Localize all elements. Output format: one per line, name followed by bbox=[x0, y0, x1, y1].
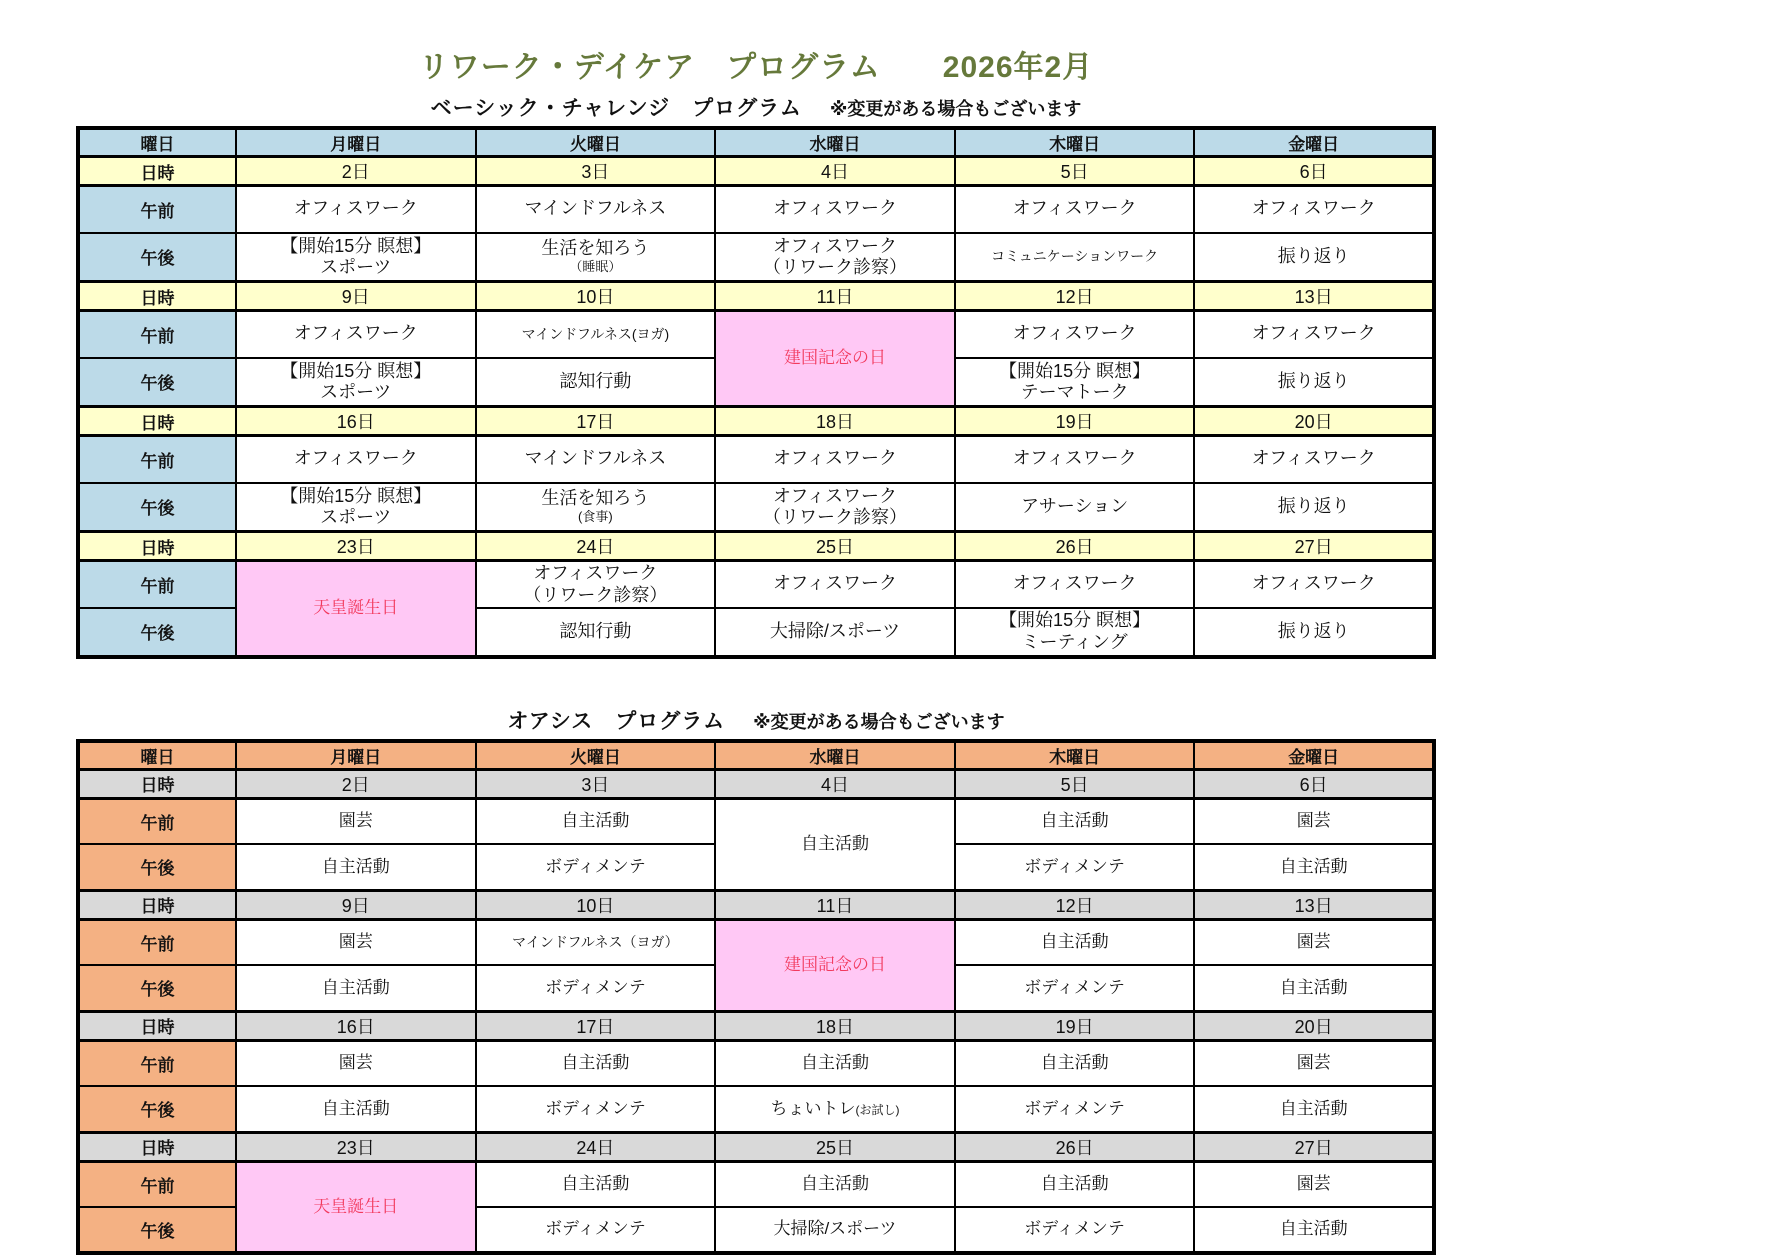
schedule-cell: 園芸 bbox=[236, 1040, 476, 1086]
schedule-cell: オフィスワーク bbox=[715, 436, 955, 483]
date-cell: 11日 bbox=[715, 890, 955, 919]
schedule-cell: 振り返り bbox=[1194, 358, 1434, 407]
date-cell: 26日 bbox=[955, 532, 1195, 561]
row-label: 午後 bbox=[78, 1086, 236, 1132]
day-header-cell: 曜日 bbox=[78, 128, 236, 157]
date-cell: 9日 bbox=[236, 282, 476, 311]
oasis-program-table bbox=[76, 739, 1436, 1255]
am-row bbox=[78, 561, 1434, 608]
day-header-row bbox=[78, 741, 1434, 770]
date-cell: 18日 bbox=[715, 407, 955, 436]
schedule-cell: ボディメンテ bbox=[476, 1207, 716, 1253]
date-cell: 9日 bbox=[236, 890, 476, 919]
row-label: 日時 bbox=[78, 1011, 236, 1040]
row-label: 午後 bbox=[78, 233, 236, 282]
am-row bbox=[78, 436, 1434, 483]
schedule-cell: 大掃除/スポーツ bbox=[715, 1207, 955, 1253]
date-cell: 16日 bbox=[236, 407, 476, 436]
row-label: 日時 bbox=[78, 157, 236, 186]
schedule-cell: ボディメンテ bbox=[955, 1086, 1195, 1132]
am-row bbox=[78, 1161, 1434, 1207]
date-cell: 20日 bbox=[1194, 407, 1434, 436]
date-cell: 13日 bbox=[1194, 282, 1434, 311]
date-cell: 5日 bbox=[955, 769, 1195, 798]
schedule-cell: 【開始15分 瞑想】 ミーティング bbox=[955, 608, 1195, 657]
pm-row bbox=[78, 483, 1434, 532]
row-label: 午後 bbox=[78, 358, 236, 407]
date-cell: 12日 bbox=[955, 890, 1195, 919]
schedule-cell: 自主活動 bbox=[236, 844, 476, 890]
schedule-cell: 自主活動 bbox=[476, 1161, 716, 1207]
schedule-cell: 自主活動 bbox=[476, 798, 716, 844]
date-cell: 25日 bbox=[715, 532, 955, 561]
schedule-cell: オフィスワーク bbox=[236, 311, 476, 358]
schedule-cell: オフィスワーク bbox=[715, 186, 955, 233]
day-header-cell: 水曜日 bbox=[715, 128, 955, 157]
schedule-cell: ボディメンテ bbox=[955, 965, 1195, 1011]
schedule-cell: 自主活動 bbox=[236, 1086, 476, 1132]
schedule-cell: 自主活動 bbox=[955, 919, 1195, 965]
schedule-cell: マインドフルネス bbox=[476, 436, 716, 483]
schedule-cell: 園芸 bbox=[1194, 1040, 1434, 1086]
schedule-cell: 【開始15分 瞑想】 スポーツ bbox=[236, 233, 476, 282]
schedule-cell: 園芸 bbox=[1194, 1161, 1434, 1207]
schedule-cell: 自主活動 bbox=[715, 1161, 955, 1207]
row-label: 日時 bbox=[78, 1132, 236, 1161]
date-cell: 2日 bbox=[236, 157, 476, 186]
day-header-cell: 水曜日 bbox=[715, 741, 955, 770]
schedule-cell: 園芸 bbox=[236, 919, 476, 965]
schedule-cell: 振り返り bbox=[1194, 608, 1434, 657]
schedule-cell: 自主活動 bbox=[236, 965, 476, 1011]
schedule-cell: オフィスワーク bbox=[955, 186, 1195, 233]
schedule-cell: オフィスワーク bbox=[1194, 561, 1434, 608]
row-label: 午後 bbox=[78, 1207, 236, 1253]
date-row bbox=[78, 1011, 1434, 1040]
date-row bbox=[78, 890, 1434, 919]
page bbox=[76, 0, 1436, 1255]
date-row bbox=[78, 1132, 1434, 1161]
schedule-cell: 振り返り bbox=[1194, 483, 1434, 532]
row-label: 午前 bbox=[78, 1161, 236, 1207]
holiday-cell: 天皇誕生日 bbox=[236, 1161, 476, 1253]
schedule-cell: 自主活動 bbox=[955, 1040, 1195, 1086]
schedule-cell: 自主活動 bbox=[1194, 1207, 1434, 1253]
date-cell: 16日 bbox=[236, 1011, 476, 1040]
am-row bbox=[78, 919, 1434, 965]
row-label: 午後 bbox=[78, 608, 236, 657]
page-title: リワーク・デイケア プログラム 2026年2月 bbox=[76, 42, 1436, 86]
row-label: 午前 bbox=[78, 798, 236, 844]
date-cell: 10日 bbox=[476, 890, 716, 919]
date-row bbox=[78, 407, 1434, 436]
schedule-cell: 自主活動 bbox=[1194, 844, 1434, 890]
day-header-cell: 火曜日 bbox=[476, 128, 716, 157]
schedule-cell: 生活を知ろう （睡眠） bbox=[476, 233, 716, 282]
row-label: 日時 bbox=[78, 282, 236, 311]
schedule-cell: ボディメンテ bbox=[476, 1086, 716, 1132]
am-row bbox=[78, 798, 1434, 844]
row-label: 午後 bbox=[78, 844, 236, 890]
schedule-cell: オフィスワーク （リワーク診察） bbox=[715, 483, 955, 532]
pm-row bbox=[78, 233, 1434, 282]
date-cell: 13日 bbox=[1194, 890, 1434, 919]
am-row bbox=[78, 311, 1434, 358]
day-header-cell: 金曜日 bbox=[1194, 741, 1434, 770]
schedule-cell: 自主活動 bbox=[955, 798, 1195, 844]
oasis-program-heading bbox=[76, 705, 1436, 735]
date-cell: 27日 bbox=[1194, 532, 1434, 561]
day-header-cell: 月曜日 bbox=[236, 741, 476, 770]
date-cell: 24日 bbox=[476, 1132, 716, 1161]
date-cell: 18日 bbox=[715, 1011, 955, 1040]
date-cell: 20日 bbox=[1194, 1011, 1434, 1040]
date-cell: 12日 bbox=[955, 282, 1195, 311]
row-label: 午前 bbox=[78, 561, 236, 608]
schedule-cell: 自主活動 bbox=[1194, 965, 1434, 1011]
schedule-cell: 園芸 bbox=[1194, 919, 1434, 965]
row-label: 午前 bbox=[78, 311, 236, 358]
row-label: 午前 bbox=[78, 919, 236, 965]
date-cell: 19日 bbox=[955, 407, 1195, 436]
schedule-cell: 認知行動 bbox=[476, 358, 716, 407]
date-cell: 11日 bbox=[715, 282, 955, 311]
date-cell: 26日 bbox=[955, 1132, 1195, 1161]
schedule-cell: オフィスワーク （リワーク診察） bbox=[476, 561, 716, 608]
spacer bbox=[76, 659, 1436, 705]
date-cell: 6日 bbox=[1194, 769, 1434, 798]
schedule-cell: オフィスワーク bbox=[236, 186, 476, 233]
date-cell: 27日 bbox=[1194, 1132, 1434, 1161]
schedule-cell: ボディメンテ bbox=[476, 844, 716, 890]
schedule-cell: オフィスワーク bbox=[236, 436, 476, 483]
day-header-cell: 月曜日 bbox=[236, 128, 476, 157]
schedule-cell: ちょいトレ(お試し) bbox=[715, 1086, 955, 1132]
schedule-cell: オフィスワーク bbox=[1194, 186, 1434, 233]
pm-row bbox=[78, 1086, 1434, 1132]
table-heading: ベーシック・チャレンジ プログラム bbox=[431, 97, 802, 120]
date-cell: 23日 bbox=[236, 532, 476, 561]
schedule-cell: 【開始15分 瞑想】 スポーツ bbox=[236, 358, 476, 407]
schedule-cell: オフィスワーク bbox=[715, 561, 955, 608]
schedule-cell: ボディメンテ bbox=[955, 1207, 1195, 1253]
schedule-cell: 自主活動 bbox=[955, 1161, 1195, 1207]
row-label: 日時 bbox=[78, 769, 236, 798]
schedule-cell: 振り返り bbox=[1194, 233, 1434, 282]
am-row bbox=[78, 186, 1434, 233]
schedule-cell: オフィスワーク bbox=[1194, 311, 1434, 358]
date-cell: 2日 bbox=[236, 769, 476, 798]
row-label: 午前 bbox=[78, 1040, 236, 1086]
holiday-cell: 天皇誕生日 bbox=[236, 561, 476, 657]
table-note: ※変更がある場合もございます bbox=[830, 99, 1082, 119]
row-label: 午前 bbox=[78, 186, 236, 233]
schedule-cell: オフィスワーク bbox=[955, 311, 1195, 358]
row-label: 午後 bbox=[78, 483, 236, 532]
date-cell: 4日 bbox=[715, 157, 955, 186]
schedule-cell: 【開始15分 瞑想】 スポーツ bbox=[236, 483, 476, 532]
day-header-cell: 木曜日 bbox=[955, 741, 1195, 770]
date-cell: 4日 bbox=[715, 769, 955, 798]
date-cell: 19日 bbox=[955, 1011, 1195, 1040]
schedule-cell: オフィスワーク bbox=[955, 561, 1195, 608]
date-cell: 23日 bbox=[236, 1132, 476, 1161]
row-label: 午後 bbox=[78, 965, 236, 1011]
schedule-cell: マインドフルネス(ヨガ) bbox=[476, 311, 716, 358]
schedule-cell: 園芸 bbox=[1194, 798, 1434, 844]
schedule-cell: 自主活動 bbox=[1194, 1086, 1434, 1132]
schedule-cell: オフィスワーク （リワーク診察） bbox=[715, 233, 955, 282]
schedule-cell: 園芸 bbox=[236, 798, 476, 844]
date-row bbox=[78, 532, 1434, 561]
holiday-cell: 建国記念の日 bbox=[715, 311, 955, 407]
row-label: 日時 bbox=[78, 407, 236, 436]
basic-program-table bbox=[76, 126, 1436, 659]
schedule-cell: 自主活動 bbox=[715, 1040, 955, 1086]
schedule-cell: 自主活動 bbox=[476, 1040, 716, 1086]
row-label: 午前 bbox=[78, 436, 236, 483]
date-cell: 25日 bbox=[715, 1132, 955, 1161]
schedule-cell: オフィスワーク bbox=[955, 436, 1195, 483]
table-note: ※変更がある場合もございます bbox=[753, 712, 1005, 732]
schedule-cell: オフィスワーク bbox=[1194, 436, 1434, 483]
am-row bbox=[78, 1040, 1434, 1086]
schedule-cell: 自主活動 bbox=[715, 798, 955, 890]
schedule-cell: 生活を知ろう (食事) bbox=[476, 483, 716, 532]
schedule-cell: コミュニケーションワーク bbox=[955, 233, 1195, 282]
day-header-cell: 火曜日 bbox=[476, 741, 716, 770]
date-cell: 10日 bbox=[476, 282, 716, 311]
date-cell: 17日 bbox=[476, 1011, 716, 1040]
schedule-cell: 大掃除/スポーツ bbox=[715, 608, 955, 657]
schedule-cell: マインドフルネス bbox=[476, 186, 716, 233]
day-header-cell: 木曜日 bbox=[955, 128, 1195, 157]
row-label: 日時 bbox=[78, 532, 236, 561]
day-header-cell: 曜日 bbox=[78, 741, 236, 770]
date-cell: 3日 bbox=[476, 769, 716, 798]
date-row bbox=[78, 282, 1434, 311]
schedule-cell: ボディメンテ bbox=[955, 844, 1195, 890]
schedule-cell: アサーション bbox=[955, 483, 1195, 532]
schedule-cell: 【開始15分 瞑想】 テーマトーク bbox=[955, 358, 1195, 407]
date-row bbox=[78, 157, 1434, 186]
schedule-cell: 認知行動 bbox=[476, 608, 716, 657]
row-label: 日時 bbox=[78, 890, 236, 919]
day-header-cell: 金曜日 bbox=[1194, 128, 1434, 157]
holiday-cell: 建国記念の日 bbox=[715, 919, 955, 1011]
date-cell: 17日 bbox=[476, 407, 716, 436]
schedule-cell: マインドフルネス（ヨガ） bbox=[476, 919, 716, 965]
date-cell: 3日 bbox=[476, 157, 716, 186]
date-cell: 24日 bbox=[476, 532, 716, 561]
table-heading: オアシス プログラム bbox=[507, 710, 725, 733]
day-header-row bbox=[78, 128, 1434, 157]
basic-program-heading bbox=[76, 92, 1436, 122]
date-cell: 6日 bbox=[1194, 157, 1434, 186]
date-row bbox=[78, 769, 1434, 798]
schedule-cell: ボディメンテ bbox=[476, 965, 716, 1011]
date-cell: 5日 bbox=[955, 157, 1195, 186]
